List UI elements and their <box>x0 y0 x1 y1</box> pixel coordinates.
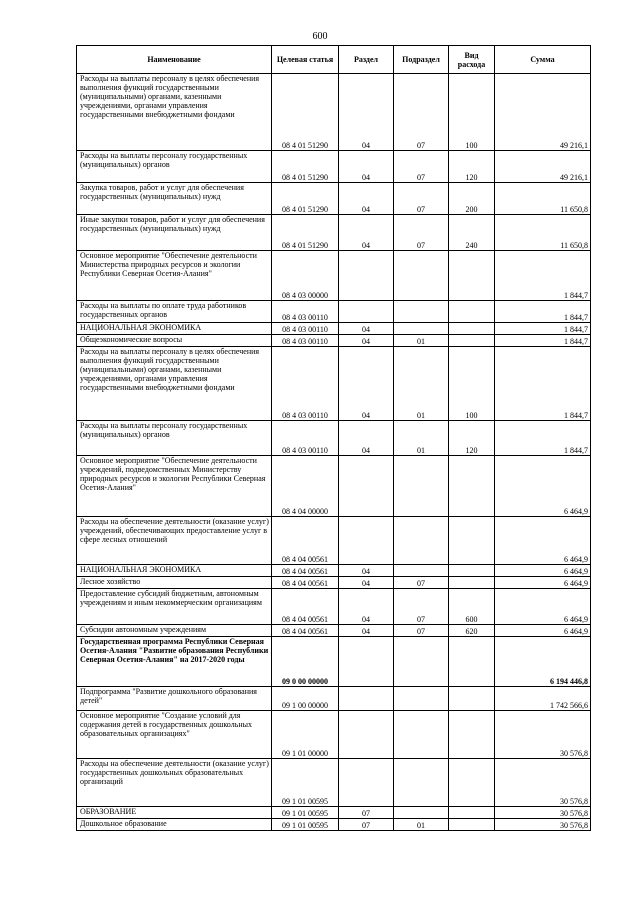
row-subsection-cell: 07 <box>394 625 449 637</box>
row-subsection-cell <box>394 301 449 323</box>
table-body <box>77 74 591 831</box>
row-name-cell: Расходы на обеспечение деятельности (оказание услуг) учреждений, обеспечивающих предоставление услуг в сфере лесных отношений <box>77 517 272 565</box>
row-amount-cell: 6 464,9 <box>495 456 591 517</box>
row-section-cell: 07 <box>339 819 394 831</box>
row-name-cell: Основное мероприятие "Обеспечение деятельности учреждений, подведомственных Министерству природных ресурсов и экологии Республики Северная Осетия-Алания" <box>77 456 272 517</box>
row-name-cell: Государственная программа Республики Северная Осетия-Алания "Развитие образования Республики Северная Осетия-Алания" на 2017-2020 годы <box>77 637 272 687</box>
row-expense-type-cell: 240 <box>449 215 495 251</box>
row-amount-cell: 30 576,8 <box>495 711 591 759</box>
row-name-cell: Расходы на обеспечение деятельности (оказание услуг) государственных дошкольных образовательных организаций <box>77 759 272 807</box>
row-name-cell: Общеэкономические вопросы <box>77 335 272 347</box>
row-name-cell: Расходы на выплаты персоналу в целях обеспечения выполнения функций государственными (муниципальными) органами, казенными учреждениями, органами управления государственными внебюджетными фондами <box>77 74 272 151</box>
row-name-cell: Предоставление субсидий бюджетным, автономным учреждениям и иным некоммерческим организациям <box>77 589 272 625</box>
row-target-article-cell: 08 4 01 51290 <box>272 151 339 183</box>
row-amount-cell: 49 216,1 <box>495 151 591 183</box>
row-target-article-cell: 08 4 04 00561 <box>272 565 339 577</box>
table-row <box>77 687 591 711</box>
row-name-cell: Иные закупки товаров, работ и услуг для обеспечения государственных (муниципальных) нужд <box>77 215 272 251</box>
row-subsection-cell: 01 <box>394 421 449 456</box>
row-name-cell: Расходы на выплаты по оплате труда работников государственных органов <box>77 301 272 323</box>
row-expense-type-cell <box>449 517 495 565</box>
header-expense-type: Вид расхода <box>449 46 495 74</box>
header-section: Раздел <box>339 46 394 74</box>
row-target-article-cell: 09 1 01 00000 <box>272 711 339 759</box>
row-target-article-cell: 09 0 00 00000 <box>272 637 339 687</box>
row-expense-type-cell: 120 <box>449 151 495 183</box>
row-amount-cell: 1 742 566,6 <box>495 687 591 711</box>
row-section-cell <box>339 687 394 711</box>
row-target-article-cell: 09 1 00 00000 <box>272 687 339 711</box>
table-row <box>77 565 591 577</box>
row-amount-cell: 6 194 446,8 <box>495 637 591 687</box>
row-target-article-cell: 08 4 01 51290 <box>272 74 339 151</box>
row-name-cell: Подпрограмма "Развитие дошкольного образования детей" <box>77 687 272 711</box>
row-expense-type-cell <box>449 456 495 517</box>
row-amount-cell: 1 844,7 <box>495 251 591 301</box>
row-subsection-cell: 07 <box>394 151 449 183</box>
row-subsection-cell <box>394 637 449 687</box>
table-row <box>77 347 591 421</box>
row-amount-cell: 6 464,9 <box>495 577 591 589</box>
row-amount-cell: 1 844,7 <box>495 335 591 347</box>
row-expense-type-cell <box>449 251 495 301</box>
row-amount-cell: 49 216,1 <box>495 74 591 151</box>
row-section-cell <box>339 517 394 565</box>
row-subsection-cell <box>394 251 449 301</box>
row-section-cell: 07 <box>339 807 394 819</box>
row-section-cell <box>339 301 394 323</box>
row-target-article-cell: 08 4 04 00561 <box>272 589 339 625</box>
header-target-article: Целевая статья <box>272 46 339 74</box>
row-expense-type-cell <box>449 819 495 831</box>
row-target-article-cell: 09 1 01 00595 <box>272 819 339 831</box>
row-section-cell <box>339 251 394 301</box>
table-row <box>77 251 591 301</box>
row-target-article-cell: 08 4 01 51290 <box>272 183 339 215</box>
row-subsection-cell <box>394 807 449 819</box>
row-target-article-cell: 08 4 03 00110 <box>272 347 339 421</box>
row-target-article-cell: 09 1 01 00595 <box>272 759 339 807</box>
row-subsection-cell: 07 <box>394 215 449 251</box>
row-target-article-cell: 08 4 03 00110 <box>272 323 339 335</box>
row-section-cell: 04 <box>339 565 394 577</box>
row-name-cell: Расходы на выплаты персоналу государственных (муниципальных) органов <box>77 151 272 183</box>
row-expense-type-cell <box>449 323 495 335</box>
row-amount-cell: 6 464,9 <box>495 625 591 637</box>
row-expense-type-cell: 600 <box>449 589 495 625</box>
row-subsection-cell: 01 <box>394 335 449 347</box>
row-subsection-cell <box>394 759 449 807</box>
row-target-article-cell: 09 1 01 00595 <box>272 807 339 819</box>
row-subsection-cell: 01 <box>394 819 449 831</box>
table-row <box>77 589 591 625</box>
row-amount-cell: 1 844,7 <box>495 347 591 421</box>
row-section-cell: 04 <box>339 215 394 251</box>
row-section-cell <box>339 456 394 517</box>
row-target-article-cell: 08 4 04 00561 <box>272 625 339 637</box>
table-row <box>77 517 591 565</box>
row-subsection-cell <box>394 711 449 759</box>
row-section-cell: 04 <box>339 151 394 183</box>
row-subsection-cell: 01 <box>394 347 449 421</box>
row-section-cell: 04 <box>339 323 394 335</box>
table-row <box>77 215 591 251</box>
row-name-cell: Основное мероприятие "Обеспечение деятельности Министерства природных ресурсов и экологии Республики Северная Осетия-Алания" <box>77 251 272 301</box>
table-row <box>77 151 591 183</box>
row-section-cell: 04 <box>339 335 394 347</box>
row-amount-cell: 11 650,8 <box>495 215 591 251</box>
row-subsection-cell <box>394 517 449 565</box>
table-row <box>77 711 591 759</box>
row-section-cell: 04 <box>339 577 394 589</box>
row-amount-cell: 1 844,7 <box>495 323 591 335</box>
row-target-article-cell: 08 4 04 00561 <box>272 517 339 565</box>
row-amount-cell: 6 464,9 <box>495 565 591 577</box>
row-expense-type-cell: 200 <box>449 183 495 215</box>
row-subsection-cell: 07 <box>394 183 449 215</box>
row-subsection-cell: 07 <box>394 74 449 151</box>
row-expense-type-cell <box>449 759 495 807</box>
table-row <box>77 323 591 335</box>
row-name-cell: Расходы на выплаты персоналу государственных (муниципальных) органов <box>77 421 272 456</box>
header-name: Наименование <box>77 46 272 74</box>
table-row <box>77 807 591 819</box>
row-name-cell: Расходы на выплаты персоналу в целях обеспечения выполнения функций государственными (муниципальными) органами, казенными учреждениями, органами управления государственными внебюджетными фондами <box>77 347 272 421</box>
table-row <box>77 421 591 456</box>
table-row <box>77 819 591 831</box>
row-expense-type-cell <box>449 577 495 589</box>
row-expense-type-cell <box>449 687 495 711</box>
row-expense-type-cell: 100 <box>449 347 495 421</box>
row-target-article-cell: 08 4 03 00110 <box>272 335 339 347</box>
table-header-row <box>77 46 591 74</box>
row-expense-type-cell <box>449 301 495 323</box>
table-row <box>77 74 591 151</box>
row-target-article-cell: 08 4 03 00110 <box>272 301 339 323</box>
budget-table <box>76 45 591 831</box>
row-section-cell: 04 <box>339 625 394 637</box>
row-section-cell: 04 <box>339 183 394 215</box>
row-section-cell: 04 <box>339 74 394 151</box>
row-amount-cell: 1 844,7 <box>495 301 591 323</box>
row-name-cell: Основное мероприятие "Создание условий для содержания детей в государственных дошкольных образовательных организациях" <box>77 711 272 759</box>
row-target-article-cell: 08 4 03 00000 <box>272 251 339 301</box>
row-name-cell: НАЦИОНАЛЬНАЯ ЭКОНОМИКА <box>77 565 272 577</box>
row-subsection-cell <box>394 323 449 335</box>
row-expense-type-cell <box>449 807 495 819</box>
row-subsection-cell <box>394 687 449 711</box>
row-name-cell: ОБРАЗОВАНИЕ <box>77 807 272 819</box>
row-name-cell: Лесное хозяйство <box>77 577 272 589</box>
table-row <box>77 183 591 215</box>
row-expense-type-cell: 120 <box>449 421 495 456</box>
row-name-cell: Субсидии автономным учреждениям <box>77 625 272 637</box>
row-section-cell <box>339 759 394 807</box>
row-target-article-cell: 08 4 04 00000 <box>272 456 339 517</box>
row-name-cell: Закупка товаров, работ и услуг для обеспечения государственных (муниципальных) нужд <box>77 183 272 215</box>
table-row <box>77 637 591 687</box>
table-row <box>77 577 591 589</box>
row-section-cell: 04 <box>339 421 394 456</box>
row-amount-cell: 6 464,9 <box>495 517 591 565</box>
row-amount-cell: 30 576,8 <box>495 807 591 819</box>
row-subsection-cell <box>394 456 449 517</box>
header-subsection: Подраздел <box>394 46 449 74</box>
row-section-cell: 04 <box>339 347 394 421</box>
row-name-cell: Дошкольное образование <box>77 819 272 831</box>
table-row <box>77 301 591 323</box>
row-name-cell: НАЦИОНАЛЬНАЯ ЭКОНОМИКА <box>77 323 272 335</box>
row-target-article-cell: 08 4 01 51290 <box>272 215 339 251</box>
row-section-cell: 04 <box>339 589 394 625</box>
row-amount-cell: 30 576,8 <box>495 759 591 807</box>
row-expense-type-cell <box>449 637 495 687</box>
page-number: 600 <box>312 31 328 42</box>
row-subsection-cell <box>394 565 449 577</box>
row-section-cell <box>339 637 394 687</box>
table-row <box>77 625 591 637</box>
table-row <box>77 759 591 807</box>
header-amount: Сумма <box>495 46 591 74</box>
row-subsection-cell: 07 <box>394 589 449 625</box>
row-amount-cell: 11 650,8 <box>495 183 591 215</box>
row-expense-type-cell <box>449 335 495 347</box>
table-row <box>77 456 591 517</box>
row-expense-type-cell: 100 <box>449 74 495 151</box>
row-amount-cell: 1 844,7 <box>495 421 591 456</box>
table-row <box>77 335 591 347</box>
row-expense-type-cell <box>449 711 495 759</box>
row-expense-type-cell: 620 <box>449 625 495 637</box>
row-expense-type-cell <box>449 565 495 577</box>
row-section-cell <box>339 711 394 759</box>
row-subsection-cell: 07 <box>394 577 449 589</box>
row-amount-cell: 6 464,9 <box>495 589 591 625</box>
row-target-article-cell: 08 4 04 00561 <box>272 577 339 589</box>
row-target-article-cell: 08 4 03 00110 <box>272 421 339 456</box>
row-amount-cell: 30 576,8 <box>495 819 591 831</box>
